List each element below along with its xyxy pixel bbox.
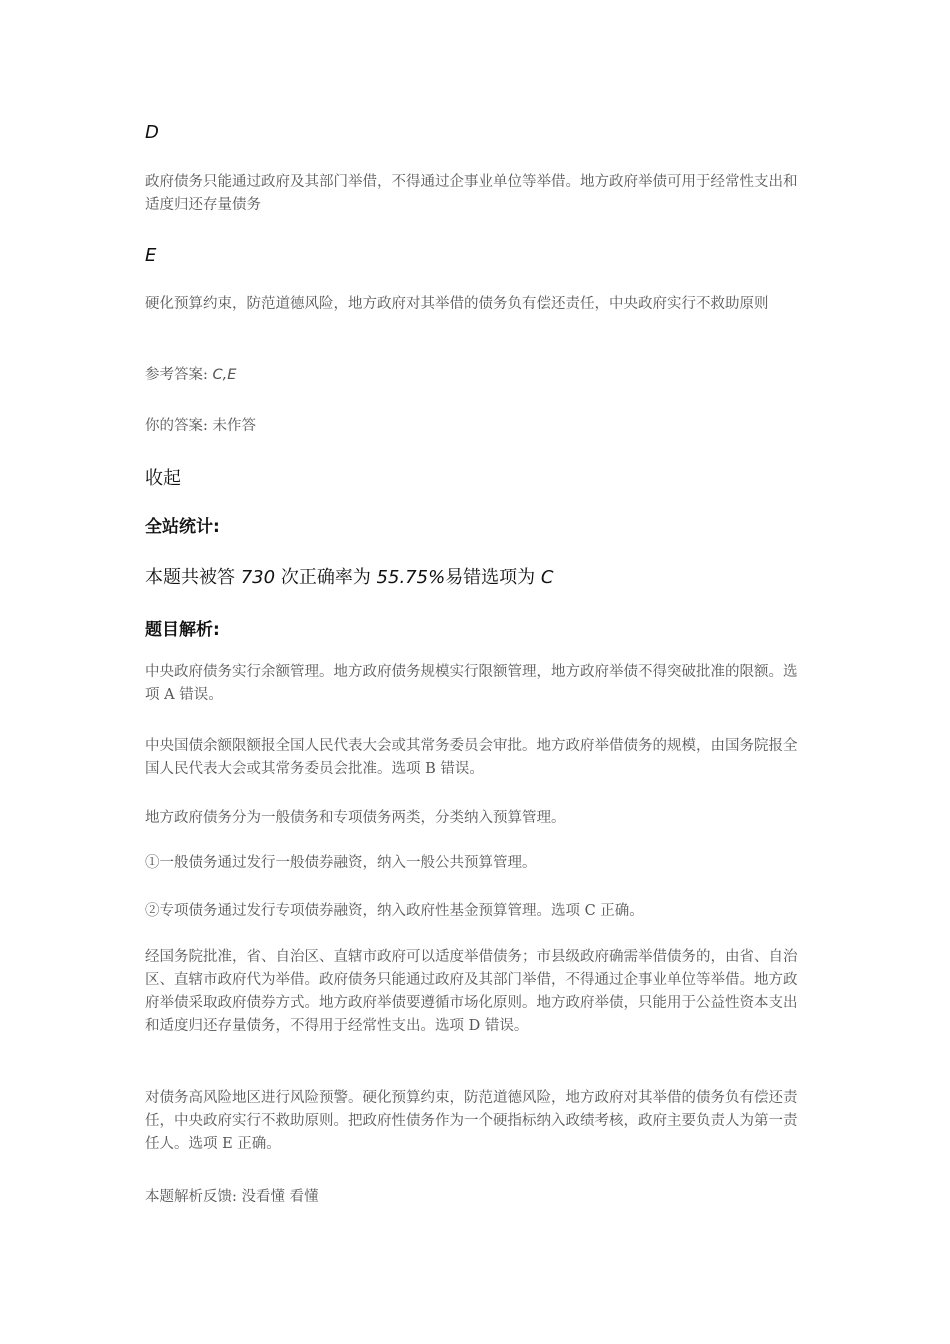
analysis-paragraph: 地方政府债务分为一般债务和专项债务两类，分类纳入预算管理。 bbox=[145, 810, 566, 826]
stats-prefix: 本题共被答 bbox=[145, 567, 241, 588]
your-answer bbox=[145, 415, 805, 438]
analysis-paragraph: 中央政府债务实行余额管理。地方政府债务规模实行限额管理，地方政府举债不得突破批准的限额。选项 A 错误。 bbox=[145, 664, 798, 703]
feedback-row bbox=[145, 1186, 805, 1209]
analysis-heading: 题目解析: bbox=[145, 620, 220, 640]
analysis-paragraph: 经国务院批准，省、自治区、直辖市政府可以适度举借债务；市县级政府确需举借债务的，由省、自治区、直辖市政府代为举借。政府债务只能通过政府及其部门举借，不得通过企事业单位等举借。地方政府举债采取政府债券方式。地方政府举债要遵循市场化原则。地方政府举债，只能用于公益性资本支出和适度归还存量债务，不得用于经常性支出。选项 D 错误。 bbox=[145, 949, 798, 1034]
collapse-link[interactable]: 收起 bbox=[145, 468, 181, 489]
option-d-letter: D bbox=[145, 122, 159, 143]
stats-count: 730 bbox=[240, 567, 276, 588]
option-e-letter: E bbox=[145, 245, 157, 266]
your-answer-label: 你的答案: bbox=[145, 418, 213, 434]
your-answer-value: 未作答 bbox=[212, 418, 256, 434]
analysis-paragraph: ①一般债务通过发行一般债券融资，纳入一般公共预算管理。 bbox=[145, 855, 537, 871]
analysis-paragraph: 中央国债余额限额报全国人民代表大会或其常务委员会审批。地方政府举借债务的规模，由国务院报全国人民代表大会或其常务委员会批准。选项 B 错误。 bbox=[145, 738, 798, 777]
stats-suffix: 易错选项为 bbox=[445, 567, 541, 588]
reference-answer-label: 参考答案: bbox=[145, 367, 213, 383]
option-e-text: 硬化预算约束，防范道德风险，地方政府对其举借的债务负有偿还责任，中央政府实行不救助原则 bbox=[145, 296, 769, 312]
analysis-paragraph: 对债务高风险地区进行风险预警。硬化预算约束，防范道德风险，地方政府对其举借的债务负有偿还责任，中央政府实行不救助原则。把政府性债务作为一个硬指标纳入政绩考核，政府主要负责人为第一责任人。选项 E 正确。 bbox=[145, 1090, 798, 1152]
stats-middle: 次正确率为 bbox=[275, 567, 377, 588]
feedback-label: 本题解析反馈: bbox=[145, 1189, 242, 1205]
stats-line bbox=[145, 563, 554, 589]
stats-heading: 全站统计: bbox=[145, 517, 220, 537]
stats-rate: 55.75% bbox=[376, 567, 446, 588]
stats-wrong-option: C bbox=[540, 567, 554, 588]
not-understood-link[interactable]: 没看懂 bbox=[241, 1189, 285, 1205]
option-d-text: 政府债务只能通过政府及其部门举借，不得通过企事业单位等举借。地方政府举债可用于经常性支出和适度归还存量债务 bbox=[145, 174, 798, 213]
reference-answer-value: C,E bbox=[212, 367, 237, 383]
understood-link[interactable]: 看懂 bbox=[289, 1189, 319, 1205]
reference-answer bbox=[145, 364, 805, 387]
analysis-paragraph: ②专项债务通过发行专项债券融资，纳入政府性基金预算管理。选项 C 正确。 bbox=[145, 903, 644, 919]
